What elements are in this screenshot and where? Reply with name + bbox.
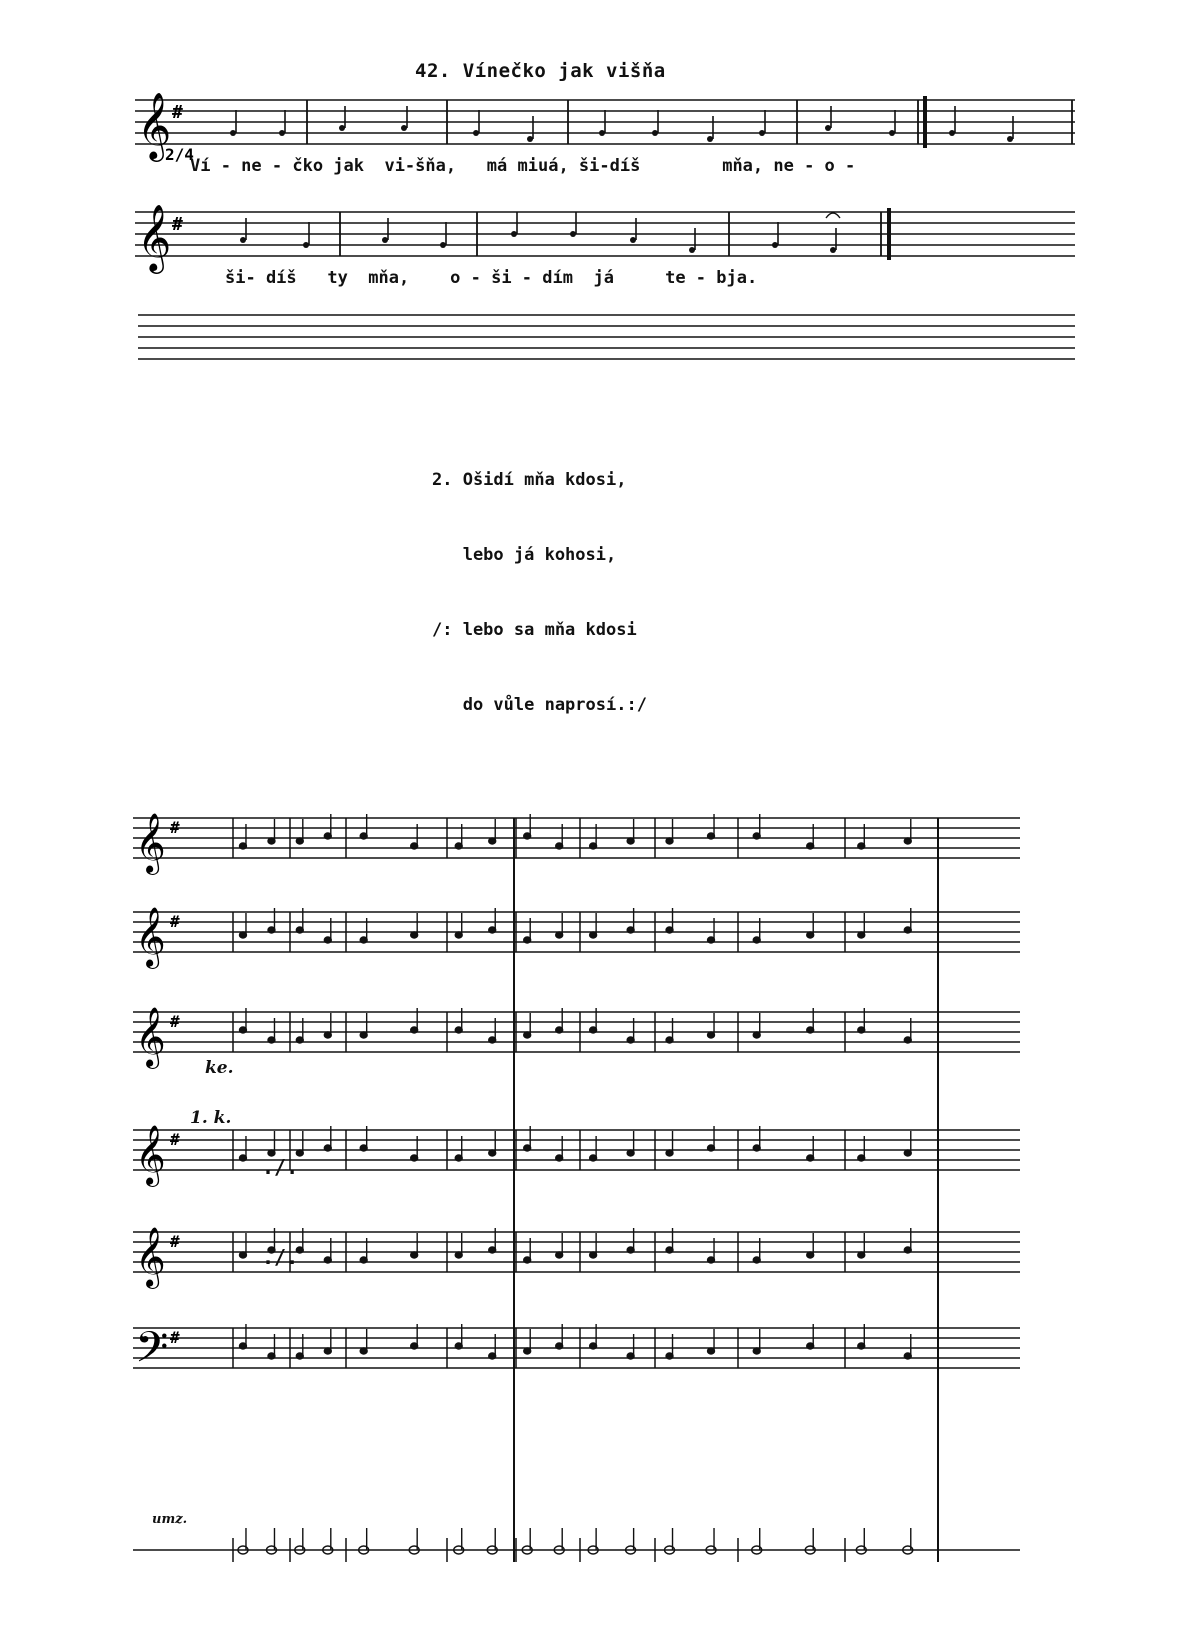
svg-text:#: # xyxy=(172,214,183,235)
treble-clef-icon: 𝄞 xyxy=(135,1007,166,1067)
treble-clef-icon: 𝄞 xyxy=(137,91,172,159)
staff-label-umz: umz. xyxy=(152,1512,188,1527)
svg-text:2/4: 2/4 xyxy=(165,145,194,164)
treble-clef-icon: 𝄞 xyxy=(135,813,166,873)
svg-text:#: # xyxy=(170,1012,180,1031)
bass-clef-icon: 𝄢 xyxy=(135,1323,169,1383)
melody-staff-2-notes xyxy=(240,212,840,253)
repeat-measure-sign: ./. xyxy=(262,1155,299,1179)
lyrics-line-1: Ví - ne - čko jak vi-šňa, má miuá, ši-díš mňa, ne - o - xyxy=(190,156,856,176)
staff-label-ke: ke. xyxy=(205,1058,234,1078)
empty-staff xyxy=(138,315,1075,359)
ensemble-score xyxy=(133,813,1020,1562)
stanza-line: 2. Ošidí mňa kdosi, xyxy=(432,470,627,490)
treble-clef-icon: 𝄞 xyxy=(135,1125,166,1185)
svg-text:#: # xyxy=(170,818,180,837)
lyrics-line-2: ši- díš ty mňa, o - ši - dím já te - bja. xyxy=(225,268,758,288)
svg-text:#: # xyxy=(170,1328,180,1347)
song-title: 42. Vínečko jak višňa xyxy=(415,60,666,82)
stanza-line: /: lebo sa mňa kdosi xyxy=(432,620,637,640)
treble-clef-icon: 𝄞 xyxy=(137,203,172,271)
repeat-measure-sign: ./. xyxy=(262,1245,299,1269)
svg-text:#: # xyxy=(170,1232,180,1251)
svg-text:#: # xyxy=(170,1130,180,1149)
treble-clef-icon: 𝄞 xyxy=(135,1227,166,1287)
stanza-line: lebo já kohosi, xyxy=(432,545,617,565)
svg-text:#: # xyxy=(172,102,183,123)
stanza-2 xyxy=(432,418,647,743)
melody-staff-2 xyxy=(135,212,1075,256)
svg-text:#: # xyxy=(170,912,180,931)
stanza-line: do vůle naprosí.:/ xyxy=(432,695,647,715)
treble-clef-icon: 𝄞 xyxy=(135,907,166,967)
staff-label-1k: 1. k. xyxy=(190,1108,232,1128)
